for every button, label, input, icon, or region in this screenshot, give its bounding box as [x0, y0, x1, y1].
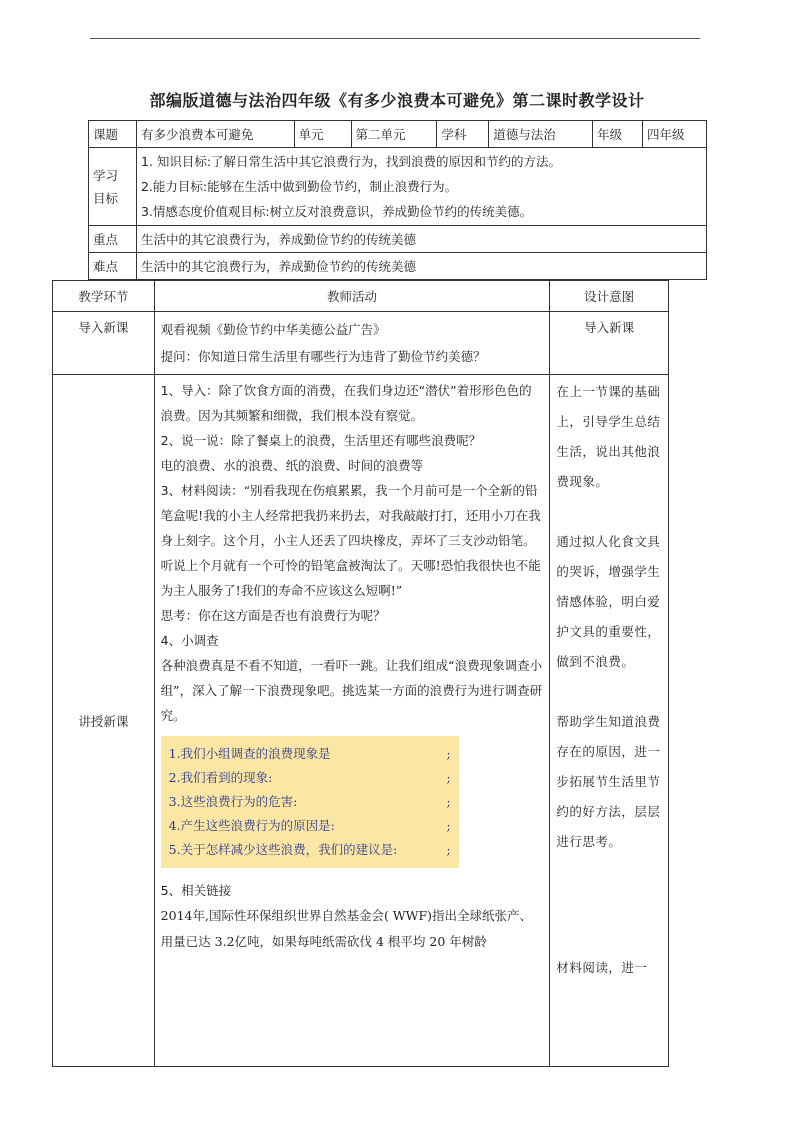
difficulty-label: 难点	[89, 253, 137, 280]
col-intent-header: 设计意图	[550, 281, 669, 312]
header-rule	[90, 38, 700, 39]
page-title: 部编版道德与法治四年级《有多少浪费本可避免》第二课时教学设计	[149, 91, 645, 110]
topic-label: 课题	[89, 121, 137, 148]
activity-paragraph: 各种浪费真是不看不知道，一看吓一跳。让我们组成“浪费现象调查小组”，深入了解一下浪费现象吧。挑选某一方面的浪费行为进行调查研究。	[160, 658, 543, 723]
intent-paragraph: 通过拟人化食文具的哭诉，增强学生情感体验，明白爱护文具的重要性，做到不浪费。	[556, 534, 661, 669]
new-lesson-row	[53, 375, 669, 1067]
lesson-table	[52, 280, 669, 1067]
objectives-list	[136, 148, 706, 226]
objectives-label: 学习 目标	[89, 148, 137, 226]
activity-paragraph: 5、相关链接	[160, 883, 232, 898]
survey-item: 4.产生这些浪费行为的原因是: ;	[168, 818, 451, 833]
col-stage-header: 教学环节	[53, 281, 155, 312]
topic-value: 有多少浪费本可避免	[136, 121, 294, 148]
intent-paragraph: 在上一节课的基础上，引导学生总结生活，说出其他浪费现象。	[556, 384, 661, 489]
survey-item: 1.我们小组调查的浪费现象是 ;	[168, 746, 451, 761]
objective-item: 2.能力目标:能够在生活中做到勤俭节约，制止浪费行为。	[140, 179, 458, 194]
new-lesson-intent	[550, 375, 669, 1067]
activity-paragraph: 4、小调查	[160, 633, 219, 648]
objectives-row	[89, 148, 707, 226]
survey-item: 3.这些浪费行为的危害: ;	[168, 794, 451, 809]
activity-paragraph: 3、材料阅读：“别看我现在伤痕累累，我一个月前可是一个全新的铅笔盒呢!我的小主人经常把我扔来扔去，对我敲敲打打，还用小刀在我身上刻字。这个月，小主人还丢了四块橡皮，弄坏了三支沙动铅笔。听说上个月就有一个可怜的铅笔盒被淘汰了。天哪!恐怕我很快也不能为主人服务了!我们的寿命不应该这么短啊!”	[160, 483, 541, 598]
survey-item: 5.关于怎样减少这些浪费，我们的建议是: ;	[168, 842, 451, 857]
intro-activity	[154, 312, 550, 375]
intro-intent: 导入新课	[550, 312, 669, 375]
lesson-header-row	[53, 281, 669, 312]
intro-stage: 导入新课	[53, 312, 155, 375]
key-point-text: 生活中的其它浪费行为，养成勤俭节约的传统美德	[136, 226, 706, 253]
grade-label: 年级	[593, 121, 643, 148]
activity-paragraph: 1、导入：除了饮食方面的消费，在我们身边还“潜伏”着形形色色的浪费。因为其频繁和细微，我们根本没有察觉。	[160, 383, 532, 423]
activity-paragraph: 思考：你在这方面是否也有浪费行为呢？	[160, 608, 386, 623]
intro-row	[53, 312, 669, 375]
objective-item: 3.情感态度价值观目标:树立反对浪费意识，养成勤俭节约的传统美德。	[140, 204, 533, 219]
unit-label: 单元	[294, 121, 351, 148]
survey-box	[161, 736, 459, 868]
new-lesson-activity	[154, 375, 550, 1067]
activity-paragraph: 2014年,国际性环保组织世界自然基金会( WWF)指出全球纸张产、用量已达 3.2亿吨，如果每吨纸需砍伐 4 根平均 20 年树龄	[160, 908, 533, 949]
survey-item: 2.我们看到的现象: ;	[168, 770, 451, 785]
intro-line: 提问：你知道日常生活里有哪些行为违背了勤俭节约美德？	[160, 349, 486, 364]
intro-line: 观看视频《勤俭节约中华美德公益广告》	[160, 322, 386, 337]
unit-value: 第二单元	[351, 121, 437, 148]
objective-item: 1. 知识目标:了解日常生活中其它浪费行为，找到浪费的原因和节约的方法。	[140, 154, 562, 169]
difficulty-row	[89, 253, 707, 280]
intent-paragraph: 材料阅读，进一	[556, 960, 648, 975]
subject-value: 道德与法治	[489, 121, 593, 148]
intent-paragraph: 帮助学生知道浪费存在的原因，进一步拓展节生活里节约的好方法，层层进行思考。	[556, 714, 661, 849]
activity-paragraph: 电的浪费、水的浪费、纸的浪费、时间的浪费等	[160, 458, 424, 473]
new-lesson-stage: 讲授新课	[53, 375, 155, 1067]
key-point-label: 重点	[89, 226, 137, 253]
activity-paragraph: 2、说一说：除了餐桌上的浪费，生活里还有哪些浪费呢？	[160, 433, 482, 448]
info-table	[88, 120, 707, 280]
difficulty-text: 生活中的其它浪费行为，养成勤俭节约的传统美德	[136, 253, 706, 280]
key-point-row	[89, 226, 707, 253]
subject-label: 学科	[437, 121, 489, 148]
info-row	[89, 121, 707, 148]
col-activity-header: 教师活动	[154, 281, 550, 312]
grade-value: 四年级	[643, 121, 707, 148]
